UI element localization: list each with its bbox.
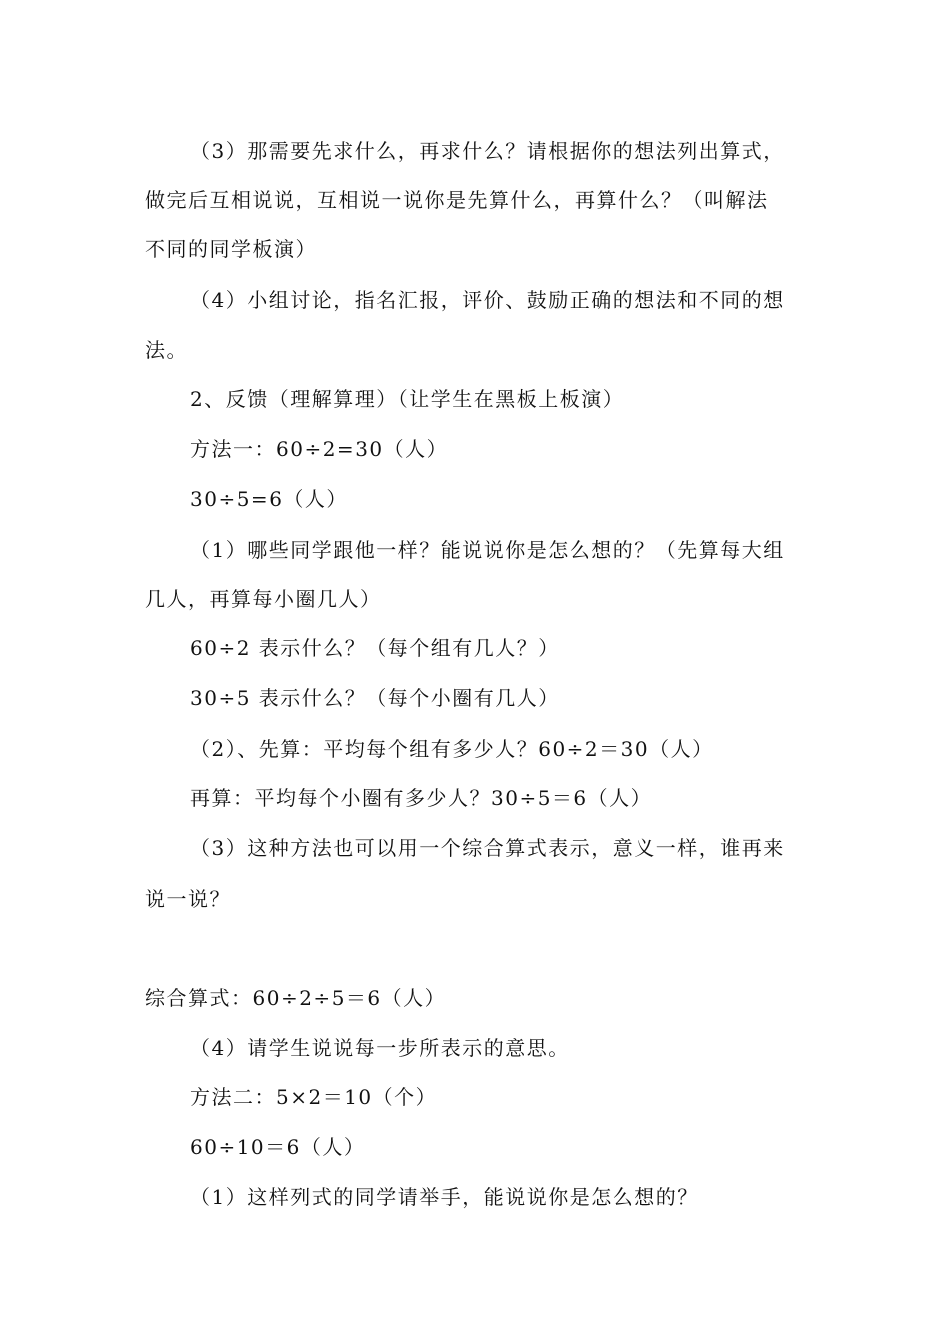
text-line: （1）哪些同学跟他一样？能说说你是怎么想的？（先算每大组 [190, 538, 785, 562]
text-line: （3）那需要先求什么，再求什么？请根据你的想法列出算式， [190, 139, 785, 163]
text-line: 再算：平均每个小圈有多少人？30÷5＝6（人） [190, 786, 653, 810]
text-line: 做完后互相说说，互相说一说你是先算什么，再算什么？（叫解法 [145, 188, 769, 212]
text-line: 方法二：5×2＝10（个） [190, 1085, 438, 1109]
text-line: （4）小组讨论，指名汇报，评价、鼓励正确的想法和不同的想 [190, 288, 785, 312]
text-line: 不同的同学板演） [145, 237, 317, 261]
text-line: 30÷5=6（人） [190, 487, 348, 511]
text-line: （4）请学生说说每一步所表示的意思。 [190, 1036, 570, 1060]
text-line: 60÷2 表示什么？（每个组有几人？） [190, 636, 560, 660]
text-line: （3）这种方法也可以用一个综合算式表示，意义一样，谁再来 [190, 836, 785, 860]
text-line: （2）、先算：平均每个组有多少人？60÷2＝30（人） [190, 737, 714, 761]
text-line: 法。 [145, 338, 188, 362]
text-line: （1）这样列式的同学请举手，能说说你是怎么想的？ [190, 1185, 699, 1209]
text-line: 30÷5 表示什么？（每个小圈有几人） [190, 686, 560, 710]
text-line: 说一说？ [145, 887, 231, 911]
text-line: 2、反馈（理解算理）（让学生在黑板上板演） [190, 387, 625, 411]
text-line: 60÷10＝6（人） [190, 1135, 366, 1159]
text-line: 几人，再算每小圈几人） [145, 587, 382, 611]
text-line: 综合算式：60÷2÷5＝6（人） [145, 986, 447, 1010]
text-line: 方法一：60÷2=30（人） [190, 437, 449, 461]
